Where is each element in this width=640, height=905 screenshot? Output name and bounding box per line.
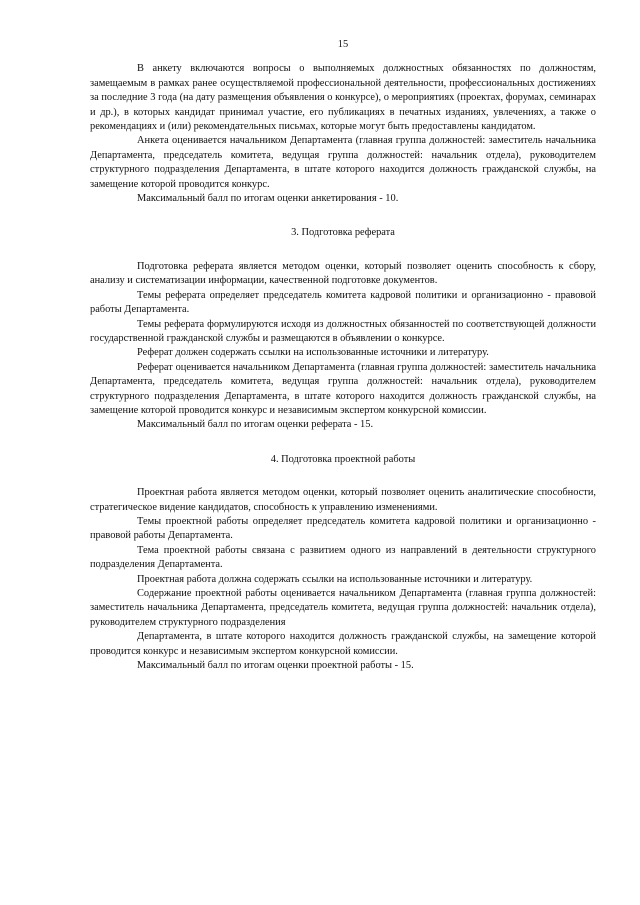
section-intro <box>90 62 596 206</box>
paragraph: Максимальный балл по итогам оценки реферата - 15. <box>137 419 374 431</box>
paragraph: Подготовка реферата является методом оценки, который позволяет оценить способность к сбору, анализу и систематизации информации, качественной подготовке документов. <box>90 260 596 287</box>
section-heading: 3. Подготовка реферата <box>291 227 395 239</box>
paragraph: Максимальный балл по итогам оценки анкетирования - 10. <box>137 193 399 205</box>
paragraph: Анкета оценивается начальником Департамента (главная группа должностей: заместитель начальника Департамента, председатель комитета, ведущая группа должностей: начальник отдела), руководителем структурного подразделения Департамента, в штате которого находится должность гражданской службы, на замещение которой проводится конкурс. <box>90 135 596 190</box>
page-number: 15 <box>337 39 349 50</box>
section-heading: 4. Подготовка проектной работы <box>270 453 416 465</box>
paragraph: Темы реферата определяет председатель комитета кадровой политики и организационно - правовой работы Департамента. <box>90 289 596 316</box>
paragraph: Тема проектной работы связана с развитием одного из направлений в деятельности структурного подразделения Департамента. <box>90 544 596 571</box>
paragraph: Проектная работа должна содержать ссылки на использованные источники и литературу. <box>137 573 533 585</box>
paragraph: Проектная работа является методом оценки, который позволяет оценить аналитические способности, стратегическое видение кандидатов, способность к управлению изменениями. <box>90 487 596 513</box>
section-4 <box>90 453 596 674</box>
paragraph: Реферат должен содержать ссылки на использованные источники и литературу. <box>137 347 489 359</box>
paragraph: Содержание проектной работы оценивается начальником Департамента (главная группа должностей: заместитель начальника Департамента, председатель комитета, ведущая группа должностей: начальник отдела), руководителем структурного подразделения <box>90 588 596 628</box>
paragraph: Темы реферата формулируются исходя из должностных обязанностей по соответствующей должности государственной гражданской службы и размещаются в объявлении о конкурсе. <box>90 318 596 344</box>
paragraph: Темы проектной работы определяет председатель комитета кадровой политики и организационно - правовой работы Департамента. <box>90 515 596 542</box>
paragraph: Максимальный балл по итогам оценки проектной работы - 15. <box>137 660 414 672</box>
paragraph: В анкету включаются вопросы о выполняемых должностных обязанностях по должностям, замещаемым в рамках ранее осуществляемой профессиональной деятельности, профессиональных достижениях за последние 3 года (на дату размещения объявления о конкурсе), о мероприятиях (проектах, форумах, семинарах и др.), в которых кандидат принимал участие, его публикациях в печатных изданиях, увлечениях, а также о рекомендациях и (или) рекомендательных письмах, которые могут быть предоставлены кандидатом. <box>90 63 596 133</box>
paragraph: Департамента, в штате которого находится должность гражданской службы, на замещение которой проводится конкурс и независимым экспертом конкурсной комиссии. <box>90 631 596 657</box>
section-3 <box>90 226 596 432</box>
paragraph: Реферат оценивается начальником Департамента (главная группа должностей: заместитель начальника Департамента, председатель комитета, ведущая группа должностей: начальник отдела), руководителем структурного подразделения Департамента, в штате которого находится должность гражданской службы, на замещение которой проводится конкурс и независимым экспертом конкурсной комиссии. <box>90 361 596 416</box>
